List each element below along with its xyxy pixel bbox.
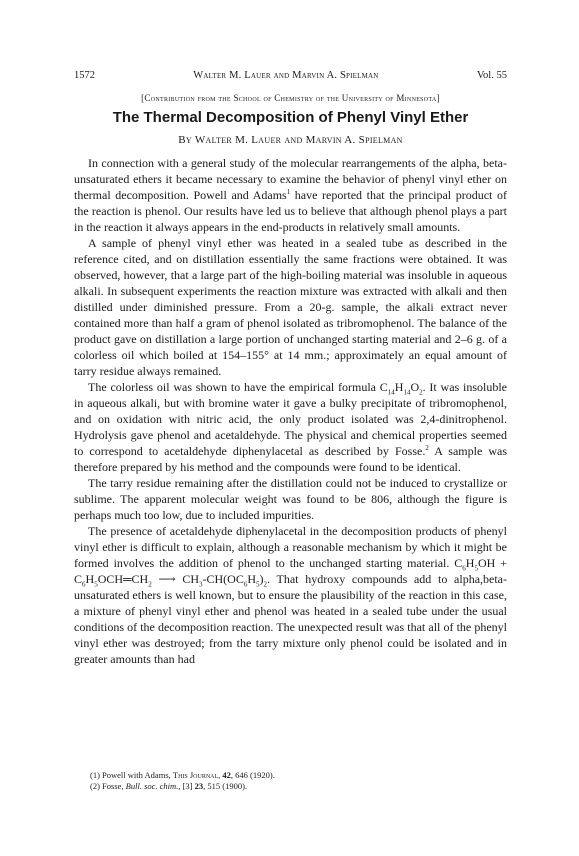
paragraph-1: In connection with a general study of the molecular rearrangements of the alpha, beta-unsaturated ethers it became necessary to examine the behavior of phenyl vinyl ether on thermal decomposition. Powell and Adams$^1$ have reported that the principal product of the reaction is phenol. Our results have led us to believe that although phenol plays a part in the reaction it always appears in the end-products in relatively small amounts. xyxy=(74,156,507,234)
volume-number: Vol. 55 xyxy=(476,70,507,81)
article-title: The Thermal Decomposition of Phenyl Vinyl Ether xyxy=(112,109,469,126)
footnote-2: (2) Fosse, Bull. soc. chim., [3] 23, 515 (1900). xyxy=(90,781,248,791)
running-head xyxy=(74,70,507,81)
page-number: 1572 xyxy=(74,70,95,81)
paragraph-3: The colorless oil was shown to have the empirical formula $C_{14}H_{14}O_2$. It was insoluble in aqueous alkali, but with bromine water it gave a bulky precipitate of tribromophenol, and on oxidation with nitric acid, the only product isolated was 2,4-dinitrophenol. Hydrolysis gave phenol and acetaldehyde. The physical and chemical properties seemed to correspond to acetaldehyde diphenylacetal as described by Fosse.$^2$ A sample was therefore prepared by his method and the compounds were found to be identical. xyxy=(74,380,508,474)
paragraph-4: The tarry residue remaining after the distillation could not be induced to crystallize or sublime. The apparent molecular weight was found to be 806, although the figure is perhaps much too low, due to included impurities. xyxy=(74,476,507,522)
contribution-line: [Contribution from the School of Chemistry of the University of Minnesota] xyxy=(141,93,440,103)
footnotes xyxy=(90,770,510,792)
footnote-ref-1: 1 xyxy=(286,188,291,196)
article-body xyxy=(74,155,507,667)
footnote-ref-2: 2 xyxy=(425,444,429,452)
byline: By Walter M. Lauer and Marvin A. Spielman xyxy=(178,134,403,146)
paragraph-2: A sample of phenyl vinyl ether was heated in a sealed tube as described in the reference cited, and on distillation essentially the same fractions were obtained. It was observed, however, that a large part of the high-boiling material was insoluble in aqueous alkali. In subsequent experiments the reaction mixture was extracted with alkali and then distilled under diminished pressure. From a 20-g. sample, the alkali extract never contained more than half a gram of phenol isolated as tribromophenol. The balance of the product gave on distillation a large portion of unchanged starting material and 2–6 g. of a colorless oil which boiled at 154–155° at 14 mm.; approximately an equal amount of tarry residue always remained. xyxy=(74,236,507,378)
running-head-authors: Walter M. Lauer and Marvin A. Spielman xyxy=(193,70,379,81)
paragraph-5: The presence of acetaldehyde diphenylacetal in the decomposition products of phenyl vinyl ether is difficult to explain, although a reasonable mechanism by which it might be formed involves the addition of phenol to the unchanged starting material. $C_6H_5OH$ + $C_6H_5OCH═CH_2$ ⟶ $CH_3-CH(OC_6H_5)_2$. That hydroxy compounds add to alpha,beta-unsaturated ethers is well known, but to ensure the plausibility of the reaction in this case, a mixture of phenyl vinyl ether and phenol was heated in a sealed tube under the usual conditions of the decomposition reaction. The unexpected result was that all of the phenyl vinyl ether was destroyed; from the tarry mixture only phenol could be isolated and in greater amounts than had xyxy=(74,524,507,666)
footnote-1: (1) Powell with Adams, This Journal, 42, 646 (1920). xyxy=(90,770,275,780)
